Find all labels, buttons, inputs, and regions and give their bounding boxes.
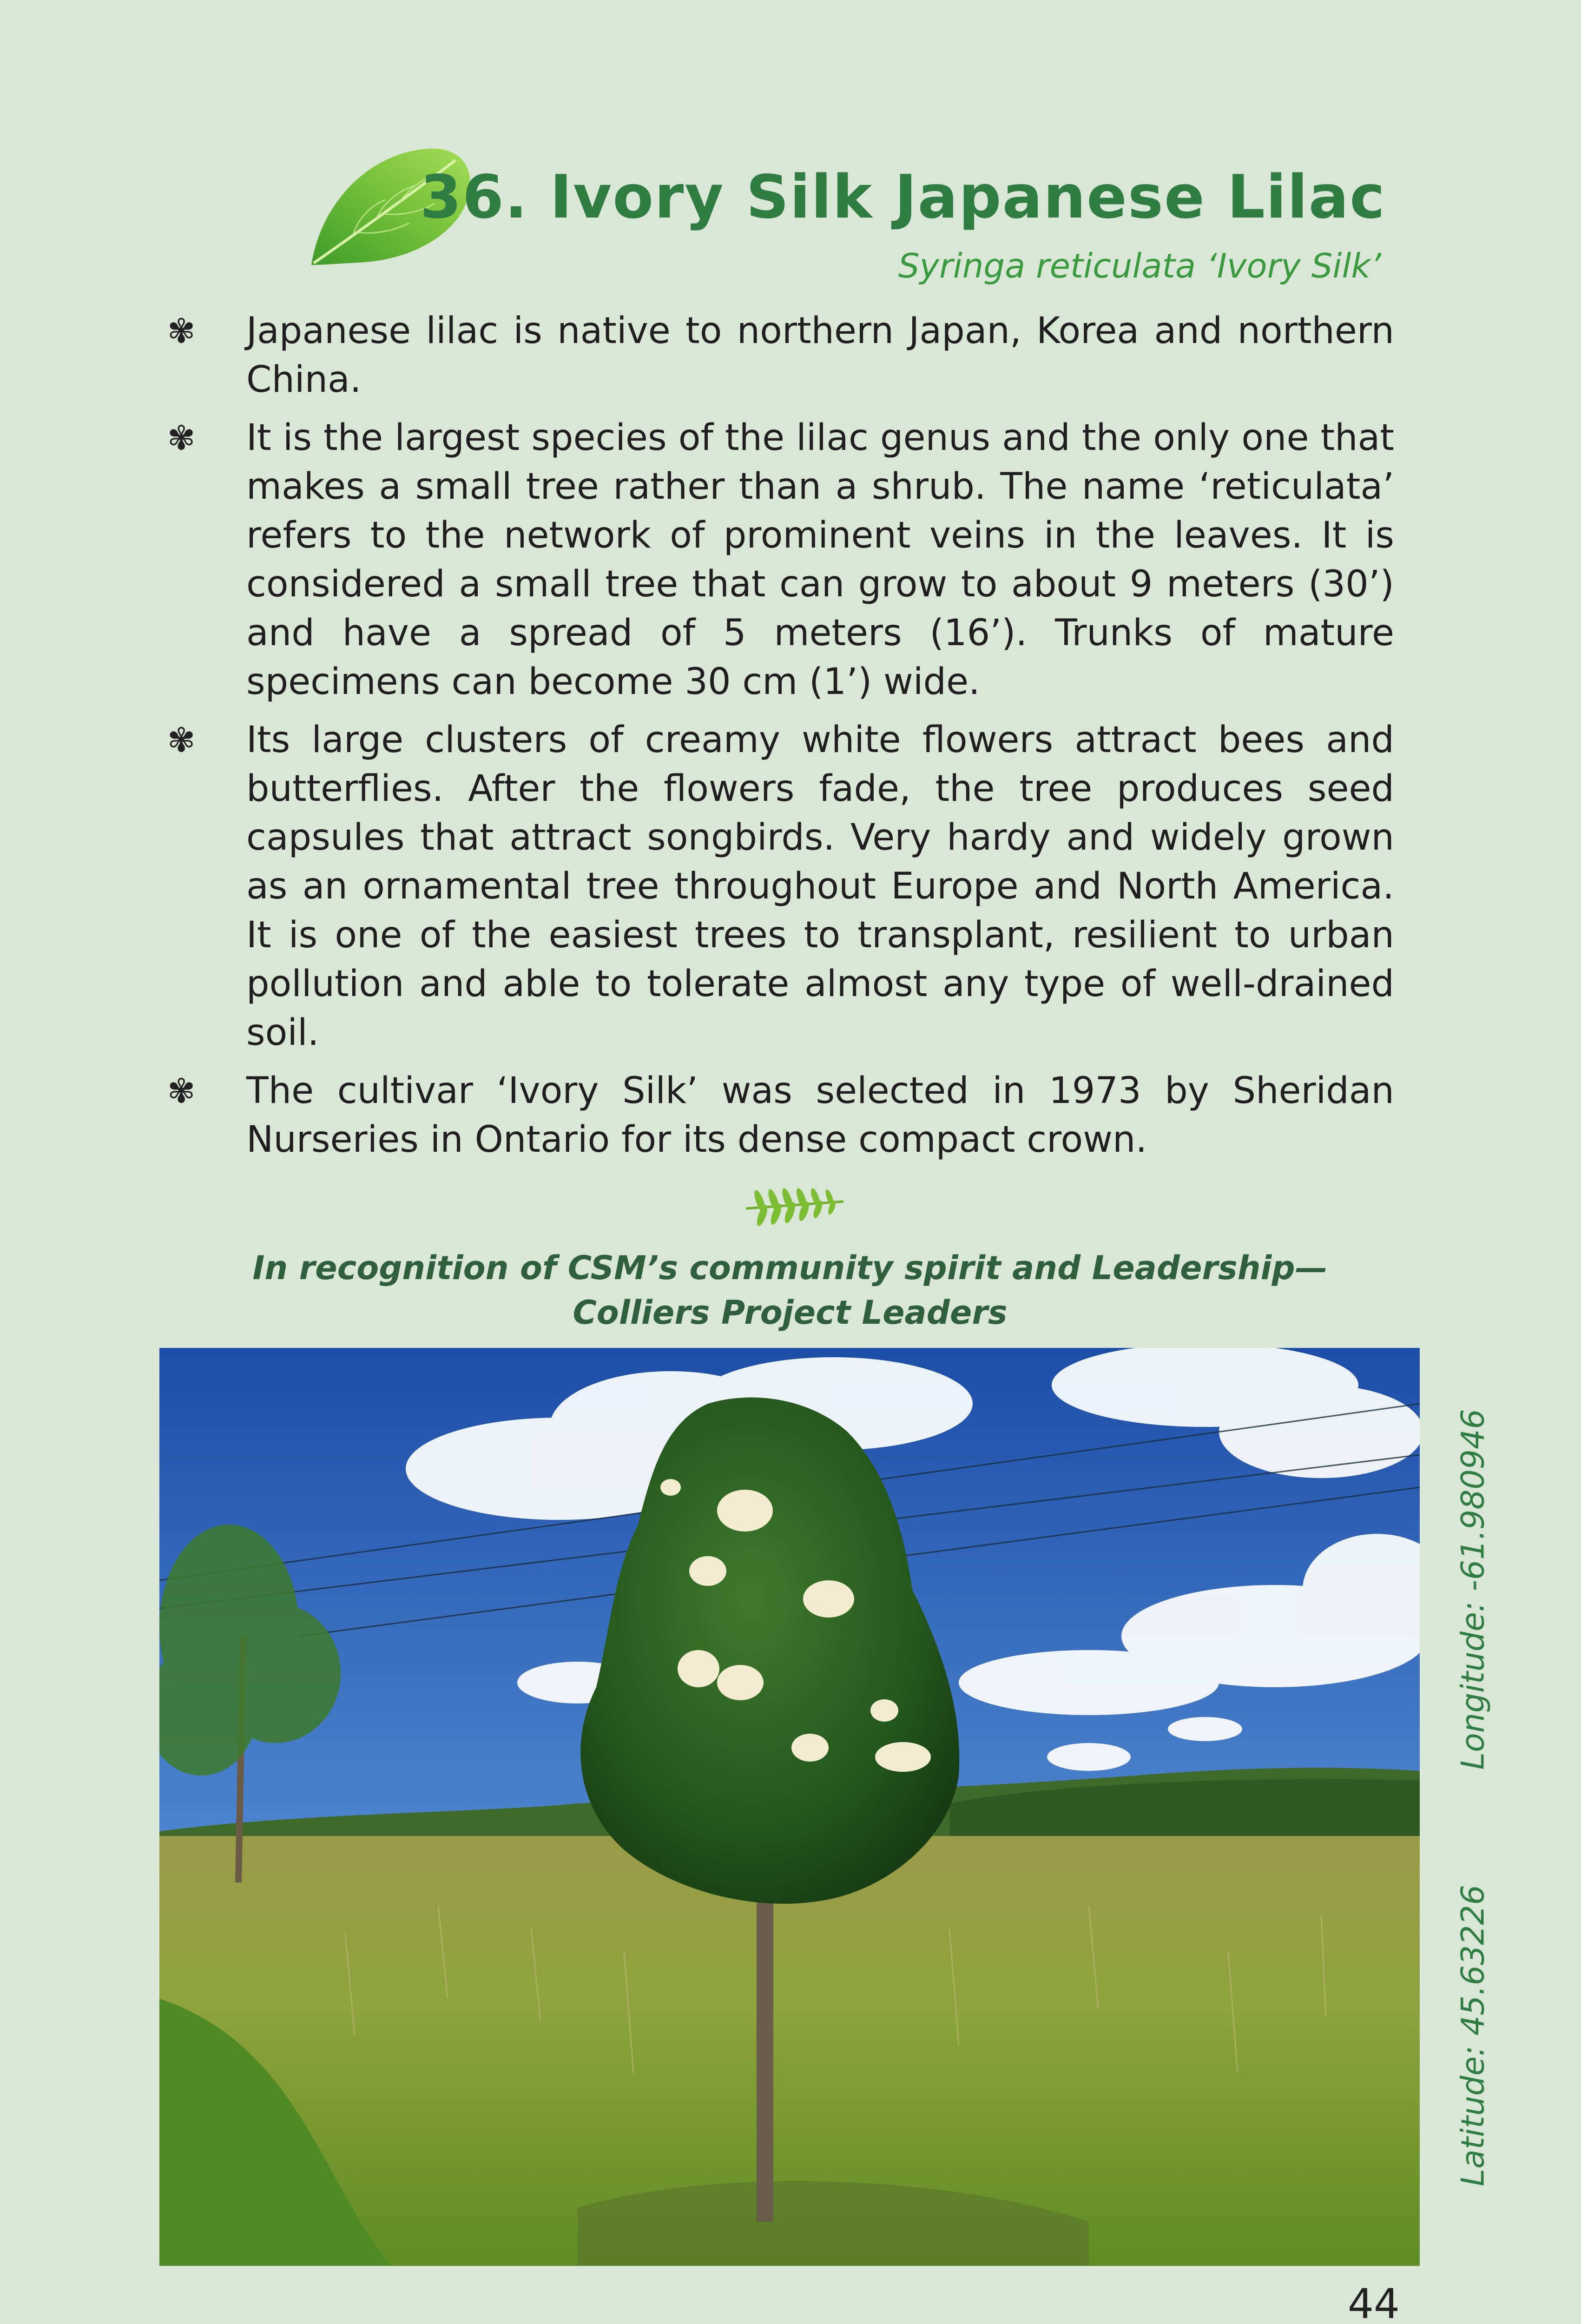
flower-bullet-icon: ✾ <box>167 1071 196 1110</box>
list-item-text: The cultivar ‘Ivory Silk’ was selected in 1973 by Sheridan Nurseries in Ontario for its dense compact crown. <box>246 1070 1394 1161</box>
flower-bullet-icon: ✾ <box>167 311 196 350</box>
flower-bullet-icon: ✾ <box>167 720 196 759</box>
list-item <box>167 307 1394 404</box>
list-item-text: It is the largest species of the lilac genus and the only one that makes a small tree rather than a shrub. The name ‘reticulata’ refers to the network of prominent veins in the leaves. It is considered a small tree that can grow to about 9 meters (30’) and have a spread of 5 meters (16’). Trunks of mature specimens can become 30 cm (1’) wide. <box>246 417 1394 703</box>
dedication <box>195 1246 1385 1335</box>
tree-photo <box>159 1348 1420 2266</box>
fact-list <box>167 307 1394 1174</box>
list-item <box>167 1067 1394 1164</box>
list-item <box>167 414 1394 706</box>
list-item-text: Its large clusters of creamy white flowers attract bees and butterflies. After the flowers fade, the tree produces seed capsules that attract songbirds. Very hardy and widely grown as an ornamental tree throughout Europe and North America. It is one of the easiest trees to transplant, resilient to urban pollution and able to tolerate almost any type of well-drained soil. <box>246 719 1394 1054</box>
coordinates <box>1429 1376 1517 2212</box>
page-title: 36. Ivory Silk Japanese Lilac <box>420 163 1386 232</box>
longitude-label: Longitude: -61.980946 <box>1455 1409 1492 1770</box>
list-item-text: Japanese lilac is native to northern Japan, Korea and northern China. <box>246 310 1394 401</box>
page-number: 44 <box>1348 2280 1400 2324</box>
scientific-name: Syringa reticulata ‘Ivory Silk’ <box>898 246 1381 285</box>
dedication-line: In recognition of CSM’s community spirit and Leadership— <box>252 1249 1328 1287</box>
fern-icon <box>741 1183 848 1229</box>
dedication-line: Colliers Project Leaders <box>573 1294 1008 1332</box>
latitude-label: Latitude: 45.63226 <box>1455 1885 1492 2186</box>
list-item <box>167 716 1394 1057</box>
flower-bullet-icon: ✾ <box>167 418 196 457</box>
